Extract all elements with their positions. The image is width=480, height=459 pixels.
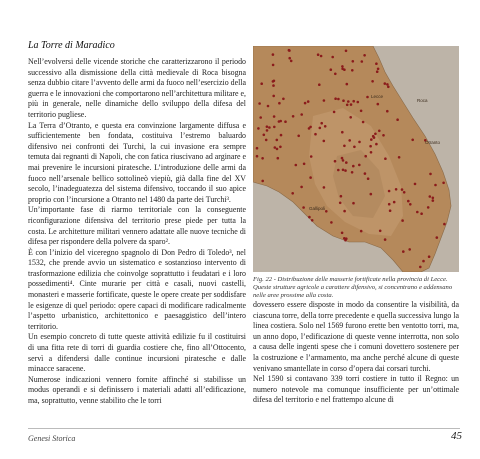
masseria-marker: [320, 122, 323, 125]
masseria-marker: [259, 116, 262, 119]
salento-map: [253, 46, 459, 272]
figure-caption: Fig. 22 - Distribuzione delle masserie fortificate nella provincia di Lecce. Queste strutture agricole a carattere difensivo, si concentrano e addensano nelle aree prossime alla costa.: [253, 276, 453, 299]
masseria-marker: [339, 202, 342, 205]
masseria-marker: [276, 148, 279, 151]
masseria-marker: [256, 155, 259, 158]
masseria-marker: [303, 163, 306, 166]
masseria-marker: [346, 83, 349, 86]
masseria-marker: [401, 188, 404, 191]
masseria-marker: [403, 191, 406, 194]
masseria-marker: [436, 236, 439, 239]
masseria-marker: [267, 105, 270, 108]
masseria-marker: [382, 134, 385, 137]
masseria-marker: [367, 177, 370, 180]
masseria-marker: [364, 155, 367, 158]
masseria-marker: [302, 206, 305, 209]
masseria-marker: [387, 86, 390, 89]
footer-divider: [28, 428, 460, 429]
masseria-marker: [334, 160, 337, 163]
masseria-marker: [384, 238, 387, 241]
journal-name: Genesi Storica: [28, 434, 76, 443]
masseria-marker: [290, 60, 293, 63]
masseria-marker: [318, 83, 321, 86]
masseria-marker: [411, 139, 414, 142]
masseria-marker: [377, 103, 380, 106]
masseria-marker: [341, 65, 344, 68]
masseria-marker: [352, 60, 355, 63]
masseria-marker: [341, 157, 344, 160]
masseria-marker: [280, 134, 283, 137]
masseria-marker: [371, 80, 374, 83]
masseria-marker: [261, 157, 264, 160]
masseria-marker: [422, 260, 425, 263]
masseria-marker: [395, 188, 398, 191]
masseria-marker: [319, 127, 322, 130]
masseria-marker: [345, 50, 348, 53]
masseria-marker: [347, 100, 350, 103]
masseria-marker: [310, 155, 313, 158]
masseria-marker: [386, 83, 389, 86]
masseria-marker: [341, 131, 344, 134]
masseria-marker: [414, 183, 417, 186]
masseria-marker: [323, 99, 326, 102]
masseria-marker: [331, 56, 334, 59]
masseria-marker: [314, 133, 317, 136]
masseria-marker: [278, 120, 281, 123]
masseria-marker: [340, 195, 343, 198]
masseria-marker: [342, 99, 345, 102]
masseria-marker: [377, 68, 380, 71]
masseria-marker: [375, 62, 378, 65]
masseria-marker: [276, 139, 279, 142]
masseria-marker: [311, 219, 314, 222]
masseria-marker: [258, 102, 261, 105]
masseria-marker: [317, 53, 320, 56]
masseria-marker: [350, 103, 353, 106]
masseria-marker: [361, 60, 364, 63]
masseria-marker: [360, 230, 363, 233]
masseria-marker: [419, 266, 422, 269]
masseria-marker: [370, 138, 373, 141]
masseria-marker: [352, 100, 355, 103]
masseria-marker: [333, 111, 336, 114]
masseria-marker: [272, 80, 275, 83]
masseria-marker: [345, 237, 348, 240]
masseria-marker: [272, 64, 275, 67]
body-text-left-column: Nell’evolversi delle vicende storiche che caratterizzarono il periodo successivo alla dismissione della città medievale di Roca bisogna senza dubbio citare l’avvento delle armi da fuoco nell’esercizio della guerra e le innovazioni che comportarono nell’architettura militare e, più in generale, nelle dinamiche dello sviluppo della difesa del territorio pugliese. La Terra d’Otranto, e questa era convinzione largamente diffusa e sufficientemente ben fondata, costituiva l’estremo baluardo difensivo nei confronti dei Turchi, la cui invasione era sempre temuta dai regnanti di Napoli, che con fatica riuscivano ad arginare e mai prevenire le incursioni piratesche. L’introduzione delle armi da fuoco nell’arsenale bellico sottolineò viepiù, già dalla fine del XV secolo, l’inadeguatezza del sistema difensivo, toccando il suo apice proprio con l’incursione a Otranto nel 1480 da parte dei Turchi³. Un’importante fase di riarmo territoriale con la conseguente riconfigurazione difensiva del territorio prese piede per tutta la costa. Le architetture militari vennero adattate alle nuove tecniche di difesa per rispondere della polvere da sparo². È con l’inizio del viceregno spagnolo di Don Pedro di Toledo³, nel 1532, che prende avvio un sistematico e sostanzioso intervento di trasformazione edilizia che coinvolge soprattutto i feudatari e i loro possedimenti⁴. Cinte murarie per città e casali, nuovi castelli, monasteri e masserie fortificate, queste le opere create per soddisfare le esigenze di quel periodo: opere capaci di modificare radicalmente l’aspetto urbanistico, architettonico e paesaggistico dell’intero territorio. Un esempio concreto di tutte queste attività edilizie fu il costituirsi di una fitta rete di torri di guardia costiere che, fino all’Ottocento, servì a difendersi dalle continue incursioni piratesche e dalle minacce saracene. Numerose indicazioni vennero fornite affinché si stabilisse un modus operandi e si definissero i materiali adatti all’edificazione, ma, soprattutto, venne stabilito che le torri: [28, 57, 246, 405]
masseria-marker: [307, 100, 310, 103]
masseria-marker: [428, 255, 431, 258]
masseria-marker: [362, 121, 365, 124]
masseria-marker: [330, 221, 333, 224]
masseria-marker: [388, 190, 391, 193]
masseria-marker: [330, 68, 333, 71]
masseria-marker: [337, 169, 340, 172]
masseria-marker: [274, 146, 277, 149]
masseria-marker: [407, 200, 410, 203]
masseria-marker: [364, 172, 367, 175]
masseria-marker: [272, 95, 275, 98]
masseria-marker: [434, 184, 437, 187]
masseria-marker: [348, 139, 351, 142]
map-label-lecce: Lecce: [371, 94, 384, 99]
masseria-marker: [432, 199, 435, 202]
masseria-marker: [375, 143, 378, 146]
masseria-marker: [320, 55, 323, 58]
masseria-marker: [360, 110, 363, 113]
masseria-marker: [398, 156, 401, 159]
masseria-marker: [278, 102, 281, 105]
masseria-marker: [257, 127, 260, 130]
masseria-marker: [263, 134, 266, 137]
masseria-marker: [284, 120, 287, 123]
masseria-marker: [401, 219, 404, 222]
masseria-marker: [288, 57, 291, 60]
masseria-marker: [420, 212, 423, 215]
masseria-marker: [308, 216, 311, 219]
masseria-marker: [345, 161, 348, 164]
masseria-marker: [416, 211, 419, 214]
masseria-marker: [384, 82, 387, 85]
map-label-gallipoli: Gallipoli: [309, 206, 326, 211]
masseria-marker: [273, 126, 276, 129]
masseria-marker: [442, 182, 445, 185]
masseria-marker: [325, 210, 328, 213]
masseria-marker: [376, 70, 379, 73]
masseria-marker: [352, 165, 355, 168]
masseria-marker: [443, 223, 446, 226]
masseria-marker: [292, 115, 295, 118]
masseria-marker: [369, 145, 372, 148]
masseria-marker: [429, 195, 432, 198]
masseria-marker: [408, 248, 411, 251]
masseria-marker: [432, 197, 435, 200]
masseria-marker: [266, 129, 269, 132]
masseria-marker: [324, 125, 327, 128]
masseria-marker: [323, 186, 326, 189]
masseria-marker: [260, 82, 263, 85]
masseria-marker: [309, 126, 312, 129]
masseria-marker: [351, 69, 354, 72]
masseria-marker: [352, 202, 355, 205]
masseria-marker: [358, 141, 361, 144]
masseria-marker: [272, 53, 275, 56]
section-title: La Torre di Maradico: [28, 40, 115, 51]
masseria-marker: [334, 97, 337, 100]
map-label-roca: Roca: [417, 98, 428, 103]
masseria-marker: [300, 186, 303, 189]
masseria-marker: [295, 164, 298, 167]
page-number: 45: [451, 430, 462, 442]
masseria-marker: [342, 169, 345, 172]
masseria-marker: [277, 157, 280, 160]
masseria-marker: [256, 147, 259, 150]
masseria-marker: [389, 209, 392, 212]
masseria-marker: [261, 180, 264, 183]
map-label-otranto: Otranto: [425, 140, 441, 145]
masseria-marker: [291, 192, 294, 195]
body-text-right-column: dovessero essere disposte in modo da consentire la visibilità, da ciascuna torre, della torre precedente e quella successiva lungo la linea costiera. Solo nel 1569 furono erette ben ventotto torri, ma, un anno dopo, l’edificazione di queste venne interrotta, non solo a causa delle ingenti spese che i comuni dovettero sostenere per la costruzione e l’armamento, ma anche perché alcune di queste venivano smantellate in corso d’opera dai corsari turchi. Nel 1590 si contavano 339 torri costiere in tutto il Regno: un numero notevole ma comunque insufficiente per un’ottimale difesa del territorio e nel frattempo alcune di: [253, 300, 459, 405]
masseria-marker: [337, 98, 340, 101]
masseria-marker: [351, 171, 354, 174]
masseria-marker: [323, 140, 326, 143]
masseria-marker: [379, 230, 382, 233]
masseria-marker: [279, 146, 282, 149]
masseria-marker: [396, 118, 399, 121]
masseria-marker: [334, 73, 337, 76]
masseria-marker: [429, 173, 432, 176]
masseria-marker: [374, 133, 377, 136]
masseria-marker: [343, 145, 346, 148]
masseria-marker: [370, 193, 373, 196]
masseria-marker: [357, 101, 360, 104]
map-figure: [253, 46, 459, 272]
masseria-marker: [265, 139, 268, 142]
masseria-marker: [266, 125, 269, 128]
masseria-marker: [386, 110, 389, 113]
masseria-marker: [341, 232, 344, 235]
masseria-marker: [268, 126, 271, 129]
masseria-marker: [343, 210, 346, 213]
masseria-marker: [409, 203, 412, 206]
masseria-marker: [393, 201, 396, 204]
masseria-marker: [346, 104, 349, 107]
masseria-marker: [344, 169, 347, 172]
masseria-marker: [378, 130, 381, 133]
masseria-marker: [273, 115, 276, 118]
masseria-marker: [358, 164, 361, 167]
masseria-marker: [363, 54, 366, 57]
masseria-marker: [384, 157, 387, 160]
masseria-marker: [366, 96, 369, 99]
masseria-marker: [372, 135, 375, 138]
masseria-marker: [427, 206, 430, 209]
masseria-marker: [402, 250, 405, 253]
masseria-marker: [282, 98, 285, 101]
masseria-marker: [309, 176, 312, 179]
masseria-marker: [304, 102, 307, 105]
masseria-marker: [353, 146, 356, 149]
masseria-marker: [370, 151, 373, 154]
masseria-marker: [297, 135, 300, 138]
masseria-marker: [349, 116, 352, 119]
masseria-marker: [341, 68, 344, 71]
masseria-marker: [342, 159, 345, 162]
masseria-marker: [388, 203, 391, 206]
masseria-marker: [300, 113, 303, 116]
masseria-marker: [288, 49, 291, 52]
masseria-marker: [272, 84, 275, 87]
